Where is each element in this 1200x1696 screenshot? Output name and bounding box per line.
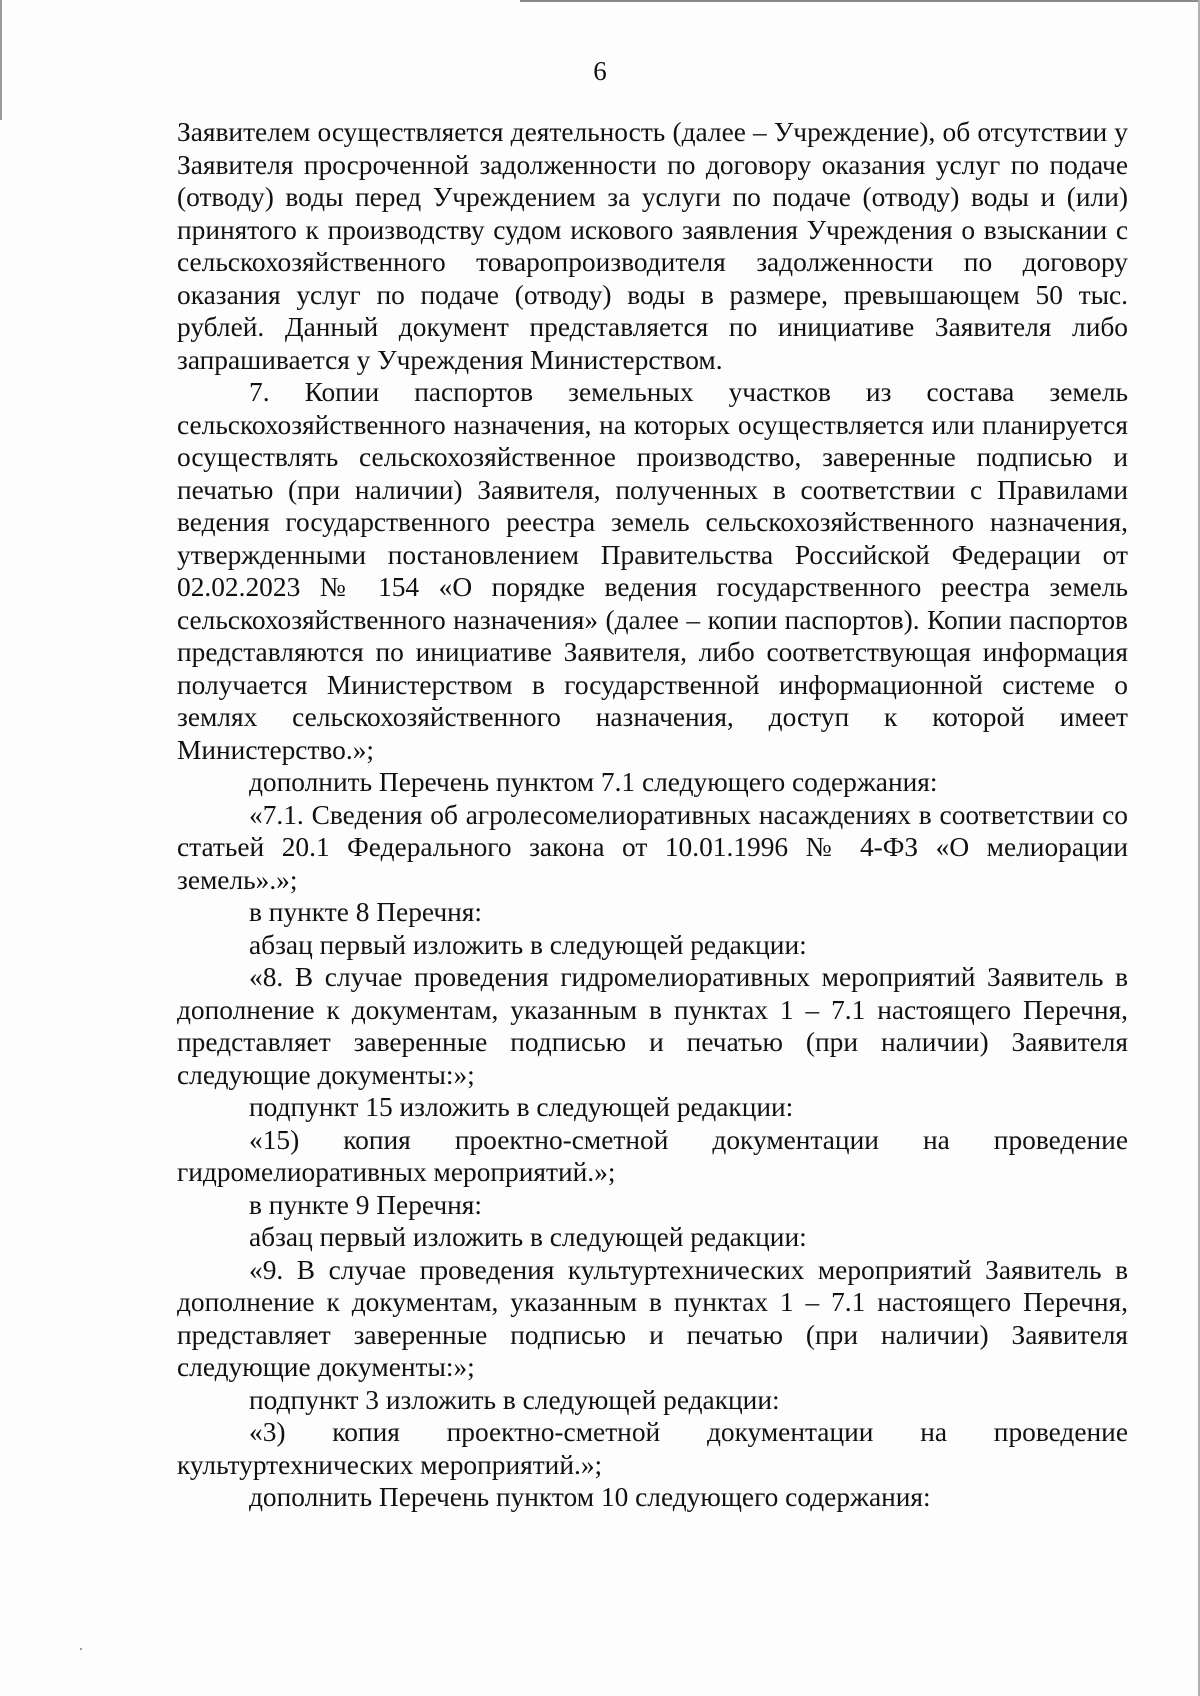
paragraph-continuation: Заявителем осуществляется деятельность (далее – Учреждение), об отсутствии у Заявителя просроченной задолженности по договору оказания услуг по подаче (отводу) воды перед Учреждением за услуги по подаче (отводу) воды и (или) принятого к производству судом искового заявления Учреждения о взыскании с сельскохозяйственного товаропроизводителя задолженности по договору оказания услуг по подаче (отводу) воды в размере, превышающем 50 тыс. рублей. Данный документ представляется по инициативе Заявителя либо запрашивается у Учреждения Министерством.	[177, 117, 1128, 375]
paragraph-point-8-heading: в пункте 8 Перечня:	[249, 897, 483, 927]
paragraph-item-7: 7. Копии паспортов земельных участков из состава земель сельскохозяйственного назначения, на которых осуществляется или планируется осуществлять сельскохозяйственное производство, заверенные подписью и печатью (при наличии) Заявителя, полученных в соответствии с Правилами ведения государственного реестра земель сельскохозяйственного назначения, утвержденными постановлением Правительства Российской Федерации от 02.02.2023 № 154 «О порядке ведения государственного реестра земель сельскохозяйственного назначения» (далее – копии паспортов). Копии паспортов представляются по инициативе Заявителя, либо соответствующая информация получается Министерством в государственной информационной системе о землях сельскохозяйственного назначения, доступ к которой имеет Министерство.»;	[177, 377, 1128, 765]
scan-speck	[80, 1648, 82, 1650]
paragraph-point-8-first-abzac: абзац первый изложить в следующей редакции:	[249, 929, 807, 960]
paragraph-subitem-3: «3) копия проектно-сметной документации на проведение культуртехнических мероприятий.»;	[177, 1417, 1128, 1480]
paragraph-item-9: «9. В случае проведения культуртехнических мероприятий Заявитель в дополнение к документам, указанным в пунктах 1 – 7.1 настоящего Перечня, представляет заверенные подписью и печатью (при наличии) Заявителя следующие документы:»;	[177, 1254, 1128, 1382]
paragraph-point-9-heading: в пункте 9 Перечня:	[249, 1189, 483, 1220]
page-number: 6	[593, 56, 607, 86]
paragraph-subitem-15: «15) копия проектно-сметной документации на проведение гидромелиоративных мероприятий.»;	[177, 1124, 1128, 1187]
paragraph-subitem-15-heading: подпункт 15 изложить в следующей редакции:	[249, 1092, 794, 1122]
paragraph-amend-10-intro: дополнить Перечень пунктом 10 следующего содержания:	[249, 1482, 931, 1512]
document-body	[177, 116, 1128, 1514]
paragraph-amend-7-1-intro: дополнить Перечень пунктом 7.1 следующего содержания:	[249, 767, 938, 797]
paragraph-subitem-3-heading: подпункт 3 изложить в следующей редакции:	[249, 1384, 780, 1415]
paragraph-item-8: «8. В случае проведения гидромелиоративных мероприятий Заявитель в дополнение к документам, указанным в пунктах 1 – 7.1 настоящего Перечня, представляет заверенные подписью и печатью (при наличии) Заявителя следующие документы:»;	[177, 962, 1128, 1090]
paragraph-point-9-first-abzac: абзац первый изложить в следующей редакции:	[249, 1222, 807, 1252]
paragraph-item-7-1: «7.1. Сведения об агролесомелиоративных насаждениях в соответствии со статьей 20.1 Федерального закона от 10.01.1996 № 4-ФЗ «О мелиорации земель».»;	[177, 799, 1128, 895]
scan-edge-top	[520, 0, 1200, 2]
